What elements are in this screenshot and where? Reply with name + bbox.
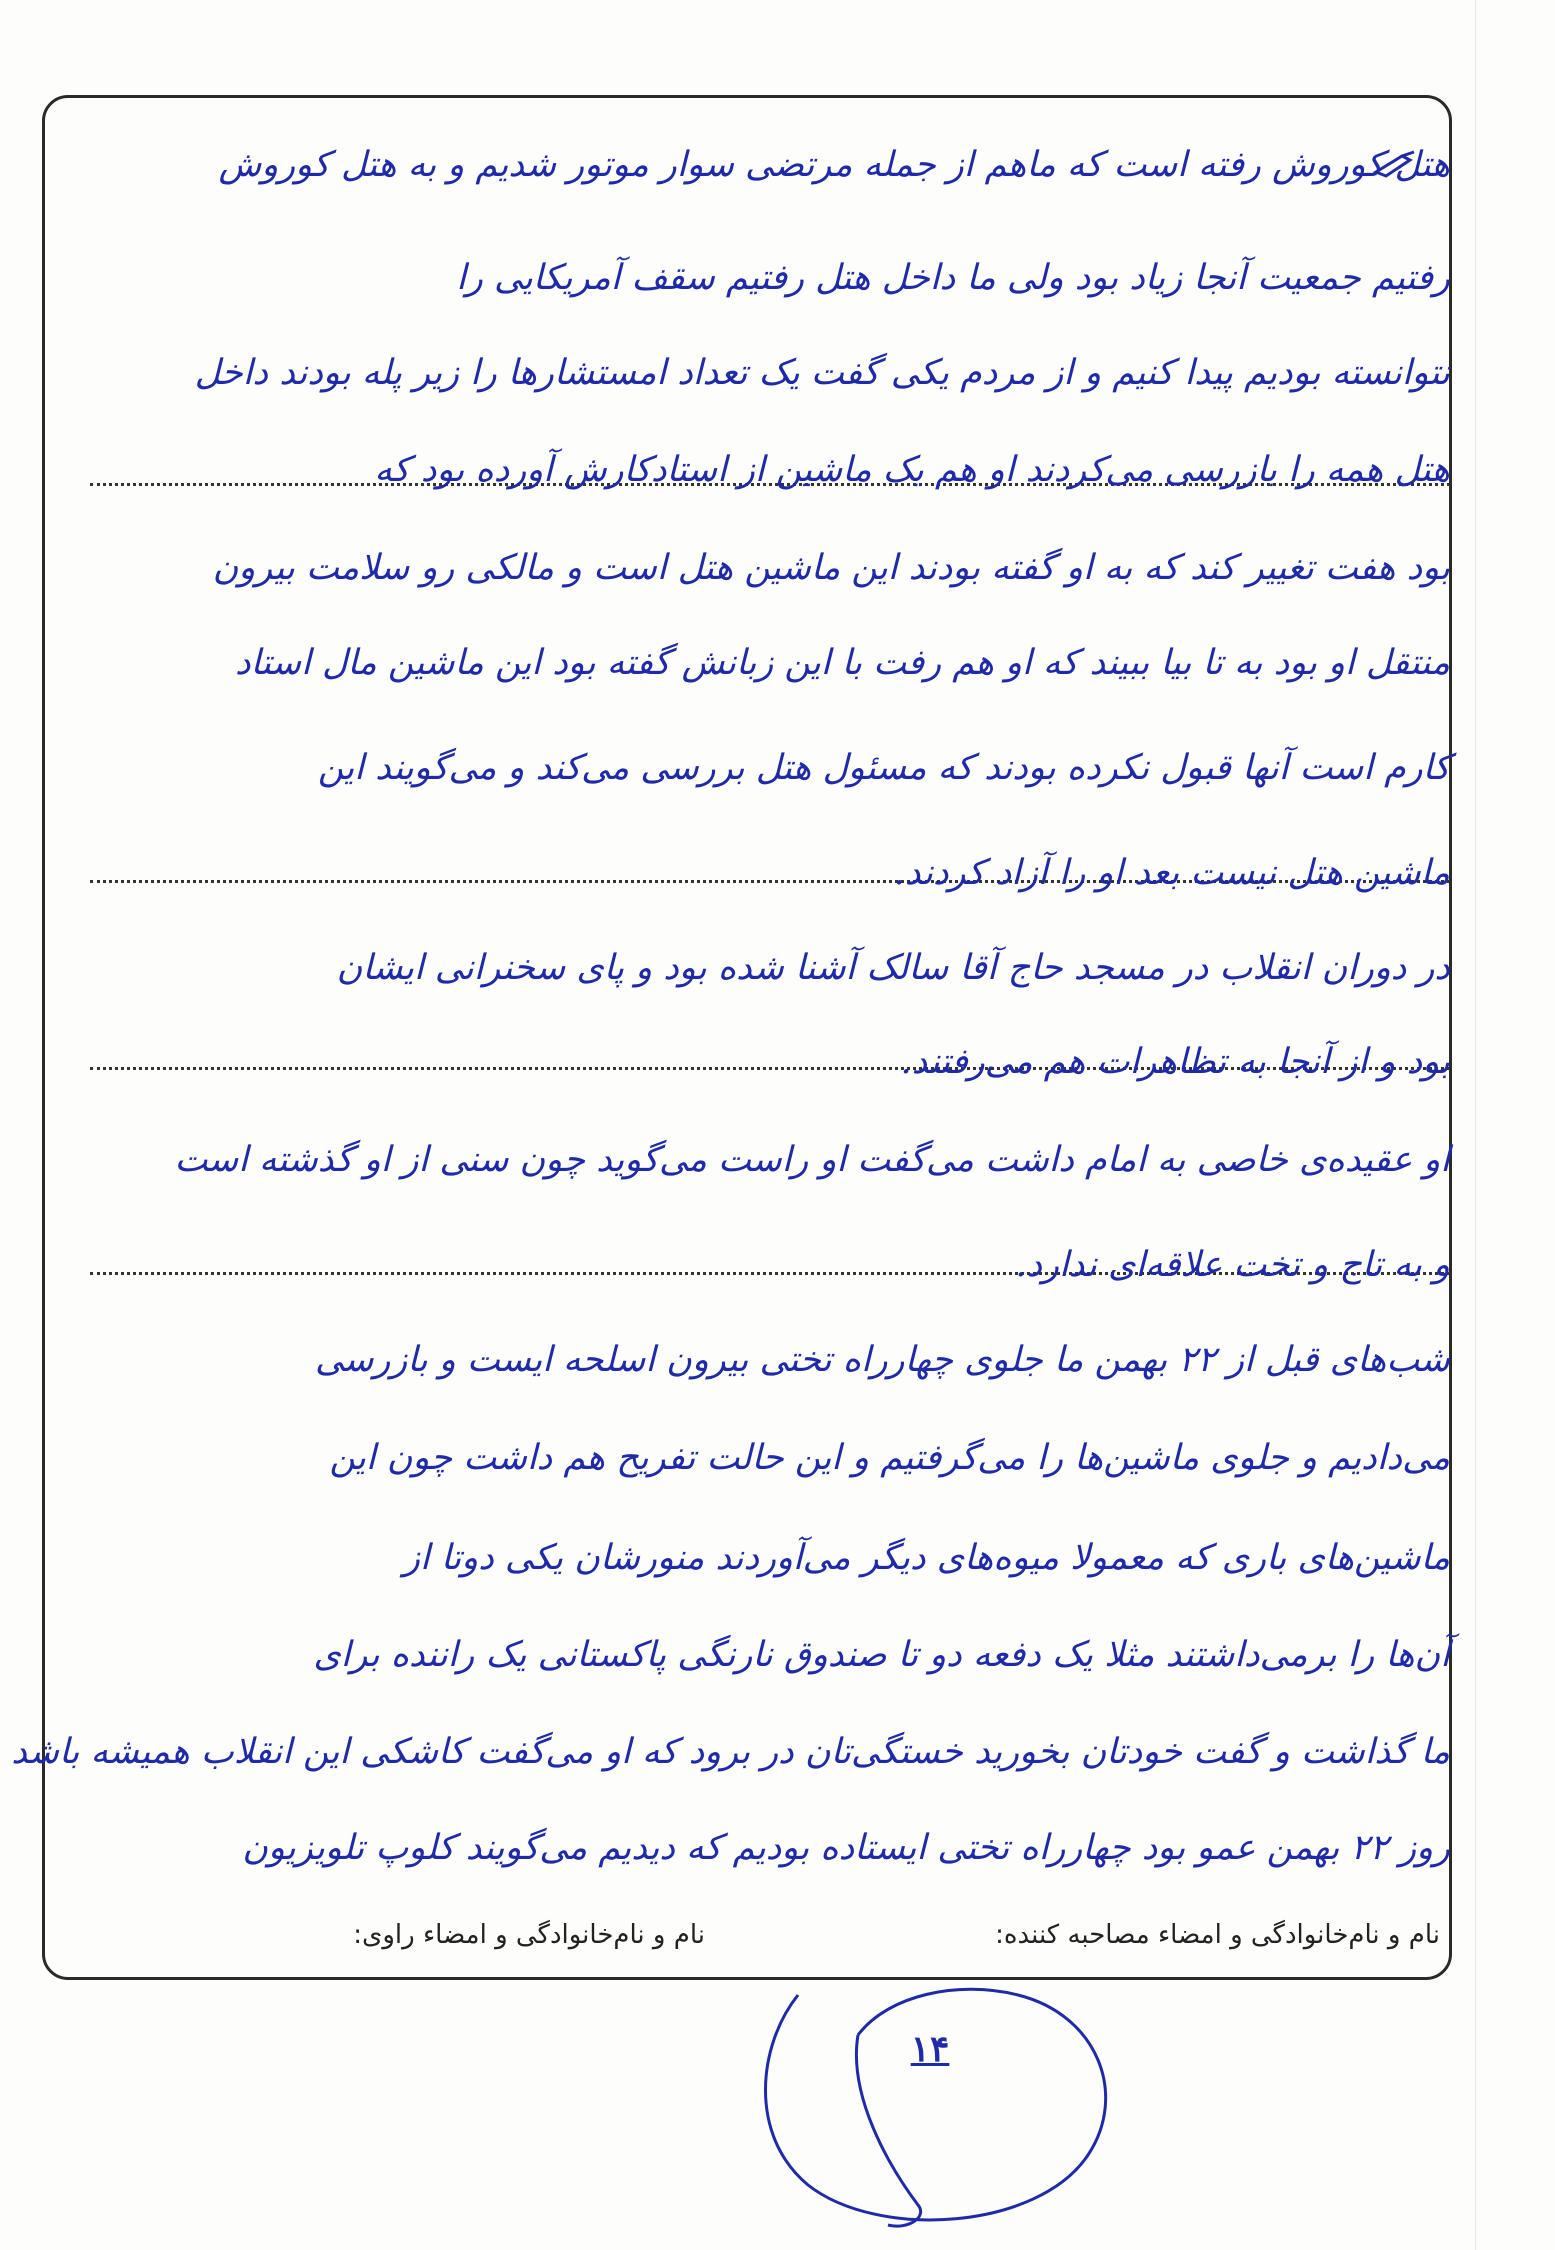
handwritten-line: ماشین‌های باری که معمولا میوه‌های دیگر می‌آوردند منورشان یکی دوتا از xyxy=(403,1538,1450,1578)
handwritten-line: ماشین هتل نیست بعد او را آزاد کردند. xyxy=(893,853,1450,893)
handwritten-line: و به تاج و تخت علاقه‌ای ندارد. xyxy=(1015,1245,1450,1285)
handwritten-line: در دوران انقلاب در مسجد حاج آقا سالک آشنا شده بود و پای سخنرانی ایشان xyxy=(336,948,1450,988)
handwritten-line: روز ۲۲ بهمن عمو بود چهارراه تختی ایستاده بودیم که دیدیم می‌گویند کلوپ تلویزیون xyxy=(242,1828,1450,1868)
interviewer-signature-label: نام و نام‌خانوادگی و امضاء مصاحبه کننده: xyxy=(995,1920,1440,1950)
narrator-signature-label: نام و نام‌خانوادگی و امضاء راوی: xyxy=(353,1920,705,1950)
signature-scribble xyxy=(738,1955,1118,2245)
handwritten-line: او عقیده‌ی خاصی به امام داشت می‌گفت او راست می‌گوید چون سنی از او گذشته است xyxy=(174,1140,1450,1180)
handwritten-line: رفتیم جمعیت آنجا زیاد بود ولی ما داخل هتل رفتیم سقف آمریکایی را xyxy=(456,258,1450,298)
handwritten-line: بود و از آنجا به تظاهرات هم می‌رفتند. xyxy=(900,1042,1450,1082)
page-number: ۱۴ xyxy=(910,2028,950,2070)
page-edge xyxy=(1475,0,1482,2250)
handwritten-line: نتوانسته بودیم پیدا کنیم و از مردم یکی گفت یک تعداد امستشارها را زیر پله بودند داخل xyxy=(194,353,1450,393)
handwritten-line: منتقل او بود به تا بیا ببیند که او هم رفت با این زبانش گفته بود این ماشین مال استاد xyxy=(234,643,1450,683)
handwritten-line: هتل همه را بازرسی می‌کردند او هم یک ماشین از استادکارش آورده بود که xyxy=(374,450,1450,490)
handwritten-line: کارم است آنها قبول نکرده بودند که مسئول هتل بررسی می‌کند و می‌گویند این xyxy=(317,748,1450,788)
handwritten-line: هتل کوروش رفته است که ماهم از جمله مرتضی سوار موتور شدیم و به هتل کوروش xyxy=(218,145,1450,185)
handwritten-line: ما گذاشت و گفت خودتان بخورید خستگی‌تان در برود که او می‌گفت کاشکی این انقلاب همیشه باشد xyxy=(11,1732,1450,1772)
handwritten-line: بود هفت تغییر کند که به او گفته بودند این ماشین هتل است و مالکی رو سلامت بیرون xyxy=(212,548,1450,588)
handwritten-line: می‌دادیم و جلوی ماشین‌ها را می‌گرفتیم و این حالت تفریح هم داشت چون این xyxy=(329,1438,1450,1478)
handwritten-line: آن‌ها را برمی‌داشتند مثلا یک دفعه دو تا صندوق نارنگی پاکستانی یک راننده برای xyxy=(313,1635,1450,1675)
handwritten-line: شب‌های قبل از ۲۲ بهمن ما جلوی چهارراه تختی بیرون اسلحه ایست و بازرسی xyxy=(315,1340,1450,1380)
